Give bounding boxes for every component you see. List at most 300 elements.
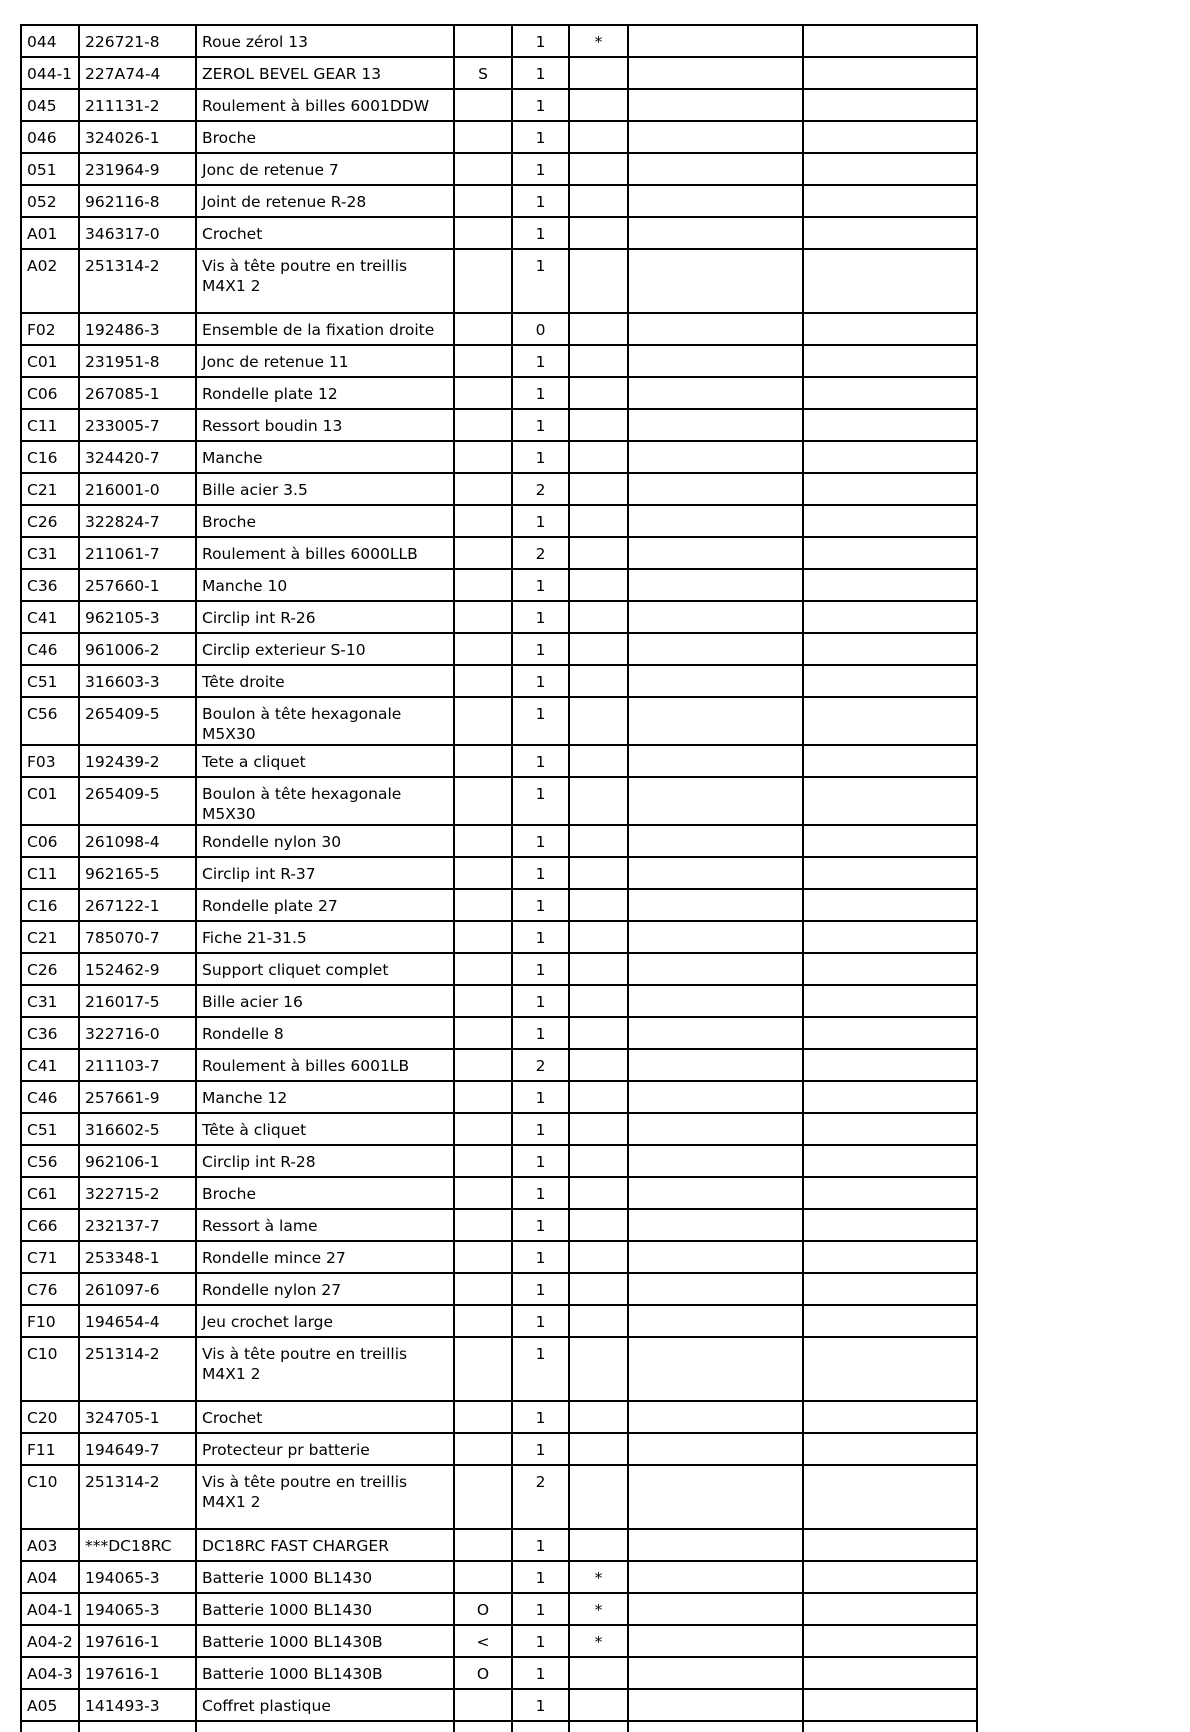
note-cell (454, 409, 512, 441)
ref-cell: 044-1 (21, 57, 79, 89)
mark-cell (569, 953, 628, 985)
empty-cell (628, 1241, 803, 1273)
empty-cell (628, 1401, 803, 1433)
empty-cell (628, 985, 803, 1017)
part-number-cell: 267085-1 (79, 377, 196, 409)
part-number-cell: 211061-7 (79, 537, 196, 569)
mark-cell (569, 57, 628, 89)
note-cell (454, 377, 512, 409)
mark-cell (569, 889, 628, 921)
empty-cell (628, 1465, 803, 1529)
empty-cell (628, 1337, 803, 1401)
empty-cell (803, 889, 977, 921)
part-number-cell: 346317-0 (79, 217, 196, 249)
table-row (21, 633, 977, 665)
description-cell: Rondelle nylon 27 (196, 1273, 454, 1305)
note-cell (454, 441, 512, 473)
table-row (21, 1529, 977, 1561)
mark-cell (569, 569, 628, 601)
description-cell: Vis à tête poutre en treillis M4X1 2 (196, 249, 454, 313)
description-cell: Support cliquet complet (196, 953, 454, 985)
description-cell: Roue zérol 13 (196, 25, 454, 57)
parts-table-container (20, 24, 978, 1732)
description-cell: Broche (196, 121, 454, 153)
part-number-cell: 265409-5 (79, 697, 196, 745)
mark-cell (569, 745, 628, 777)
ref-cell: F03 (21, 745, 79, 777)
description-cell: Ressort à lame (196, 1209, 454, 1241)
table-row (21, 1305, 977, 1337)
empty-cell (628, 825, 803, 857)
quantity-cell: 1 (512, 345, 569, 377)
description-cell: Circlip exterieur S-10 (196, 633, 454, 665)
empty-cell (803, 1017, 977, 1049)
quantity-cell: 1 (512, 1593, 569, 1625)
quantity-cell: 1 (512, 1145, 569, 1177)
description-cell: Boulon à tête hexagonale M5X30 (196, 697, 454, 745)
mark-cell (569, 89, 628, 121)
table-row (21, 1337, 977, 1401)
table-row (21, 745, 977, 777)
table-row (21, 249, 977, 313)
empty-cell (803, 1593, 977, 1625)
ref-cell: C61 (21, 1177, 79, 1209)
empty-cell (803, 1145, 977, 1177)
note-cell (454, 985, 512, 1017)
quantity-cell: 1 (512, 1337, 569, 1401)
table-row (21, 601, 977, 633)
part-number-cell: 141493-3 (79, 1689, 196, 1721)
note-cell (454, 537, 512, 569)
ref-cell: C06 (21, 825, 79, 857)
note-cell (454, 1465, 512, 1529)
quantity-cell: 1 (512, 25, 569, 57)
note-cell (454, 745, 512, 777)
note-cell (454, 601, 512, 633)
mark-cell (569, 985, 628, 1017)
part-number-cell: 232137-7 (79, 1209, 196, 1241)
part-number-cell: 267122-1 (79, 889, 196, 921)
quantity-cell: 1 (512, 1081, 569, 1113)
ref-cell: C26 (21, 505, 79, 537)
ref-cell: C41 (21, 601, 79, 633)
table-row (21, 121, 977, 153)
mark-cell (569, 1337, 628, 1401)
ref-cell: C11 (21, 409, 79, 441)
mark-cell (569, 1529, 628, 1561)
empty-cell (628, 569, 803, 601)
note-cell (454, 1689, 512, 1721)
quantity-cell: 1 (512, 1657, 569, 1689)
ref-cell: C71 (21, 1241, 79, 1273)
ref-cell: F02 (21, 313, 79, 345)
mark-cell: * (569, 1561, 628, 1593)
mark-cell (569, 777, 628, 825)
quantity-cell: 1 (512, 1305, 569, 1337)
table-row (21, 313, 977, 345)
quantity-cell: 1 (512, 249, 569, 313)
note-cell (454, 473, 512, 505)
note-cell (454, 633, 512, 665)
mark-cell: * (569, 25, 628, 57)
empty-cell (628, 1145, 803, 1177)
description-cell: Rondelle plate 27 (196, 889, 454, 921)
table-row (21, 1113, 977, 1145)
part-number-cell: ***DC18RC (79, 1529, 196, 1561)
part-number-cell: 261097-6 (79, 1273, 196, 1305)
description-cell: Manche 10 (196, 569, 454, 601)
table-row (21, 825, 977, 857)
empty-cell (803, 777, 977, 825)
description-cell: ZEROL BEVEL GEAR 13 (196, 57, 454, 89)
note-cell (454, 1529, 512, 1561)
quantity-cell: 1 (512, 569, 569, 601)
quantity-cell: 1 (512, 1113, 569, 1145)
empty-cell (803, 633, 977, 665)
description-cell: Broche (196, 1177, 454, 1209)
description-cell: Ensemble de la fixation droite (196, 313, 454, 345)
mark-cell (569, 1273, 628, 1305)
empty-cell (803, 473, 977, 505)
description-cell: Rondelle mince 27 (196, 1241, 454, 1273)
table-row (21, 985, 977, 1017)
empty-cell (454, 1721, 512, 1732)
note-cell (454, 697, 512, 745)
note-cell (454, 825, 512, 857)
empty-cell (803, 217, 977, 249)
part-number-cell: 253348-1 (79, 1241, 196, 1273)
note-cell (454, 1401, 512, 1433)
mark-cell (569, 633, 628, 665)
ref-cell: F10 (21, 1305, 79, 1337)
table-row (21, 217, 977, 249)
empty-cell (628, 953, 803, 985)
description-cell: Batterie 1000 BL1430 (196, 1561, 454, 1593)
part-number-cell: 211131-2 (79, 89, 196, 121)
mark-cell (569, 409, 628, 441)
part-number-cell: 785070-7 (79, 921, 196, 953)
quantity-cell: 2 (512, 1465, 569, 1529)
empty-cell (628, 345, 803, 377)
ref-cell: C26 (21, 953, 79, 985)
note-cell (454, 665, 512, 697)
table-row (21, 1465, 977, 1529)
empty-cell (803, 1273, 977, 1305)
table-row (21, 1049, 977, 1081)
quantity-cell: 1 (512, 1529, 569, 1561)
quantity-cell: 1 (512, 1273, 569, 1305)
part-number-cell: 261098-4 (79, 825, 196, 857)
quantity-cell: 1 (512, 889, 569, 921)
empty-cell (803, 1209, 977, 1241)
empty-cell (803, 185, 977, 217)
quantity-cell: 1 (512, 89, 569, 121)
description-cell: Vis à tête poutre en treillis M4X1 2 (196, 1465, 454, 1529)
part-number-cell: 227A74-4 (79, 57, 196, 89)
quantity-cell: 1 (512, 1561, 569, 1593)
description-cell: Ressort boudin 13 (196, 409, 454, 441)
part-number-cell: 316603-3 (79, 665, 196, 697)
quantity-cell: 1 (512, 777, 569, 825)
quantity-cell: 1 (512, 985, 569, 1017)
note-cell (454, 1241, 512, 1273)
ref-cell: C16 (21, 441, 79, 473)
empty-cell (803, 1657, 977, 1689)
note-cell (454, 1049, 512, 1081)
description-cell: Crochet (196, 1401, 454, 1433)
quantity-cell: 1 (512, 921, 569, 953)
table-row-cut-off (21, 1721, 977, 1732)
description-cell: Broche (196, 505, 454, 537)
note-cell: O (454, 1657, 512, 1689)
part-number-cell: 322715-2 (79, 1177, 196, 1209)
ref-cell: C31 (21, 537, 79, 569)
empty-cell (803, 1305, 977, 1337)
table-row (21, 1081, 977, 1113)
note-cell: S (454, 57, 512, 89)
quantity-cell: 1 (512, 1625, 569, 1657)
empty-cell (803, 409, 977, 441)
note-cell (454, 569, 512, 601)
description-cell: Batterie 1000 BL1430 (196, 1593, 454, 1625)
empty-cell (628, 121, 803, 153)
part-number-cell: 231951-8 (79, 345, 196, 377)
ref-cell: 051 (21, 153, 79, 185)
empty-cell (803, 953, 977, 985)
empty-cell (628, 889, 803, 921)
table-row (21, 1209, 977, 1241)
description-cell: Roulement à billes 6000LLB (196, 537, 454, 569)
part-number-cell: 194065-3 (79, 1561, 196, 1593)
quantity-cell: 1 (512, 1401, 569, 1433)
part-number-cell: 962165-5 (79, 857, 196, 889)
empty-cell (803, 537, 977, 569)
empty-cell (79, 1721, 196, 1732)
table-row (21, 537, 977, 569)
mark-cell (569, 377, 628, 409)
ref-cell: C56 (21, 697, 79, 745)
ref-cell: C31 (21, 985, 79, 1017)
empty-cell (628, 1721, 803, 1732)
table-row (21, 857, 977, 889)
note-cell (454, 1177, 512, 1209)
table-row (21, 473, 977, 505)
description-cell: Jonc de retenue 7 (196, 153, 454, 185)
ref-cell: C11 (21, 857, 79, 889)
quantity-cell: 1 (512, 409, 569, 441)
note-cell (454, 1145, 512, 1177)
part-number-cell: 226721-8 (79, 25, 196, 57)
table-row (21, 697, 977, 745)
empty-cell (803, 1529, 977, 1561)
description-cell: Crochet (196, 217, 454, 249)
empty-cell (628, 1113, 803, 1145)
empty-cell (803, 1721, 977, 1732)
part-number-cell: 324026-1 (79, 121, 196, 153)
empty-cell (803, 569, 977, 601)
table-row (21, 441, 977, 473)
mark-cell (569, 857, 628, 889)
part-number-cell: 962106-1 (79, 1145, 196, 1177)
part-number-cell: 233005-7 (79, 409, 196, 441)
empty-cell (803, 1337, 977, 1401)
note-cell (454, 1273, 512, 1305)
empty-cell (628, 1433, 803, 1465)
empty-cell (803, 25, 977, 57)
mark-cell (569, 121, 628, 153)
ref-cell: A03 (21, 1529, 79, 1561)
empty-cell (803, 377, 977, 409)
quantity-cell: 1 (512, 57, 569, 89)
ref-cell: A04 (21, 1561, 79, 1593)
empty-cell (803, 121, 977, 153)
empty-cell (803, 1113, 977, 1145)
mark-cell (569, 153, 628, 185)
description-cell: Jonc de retenue 11 (196, 345, 454, 377)
quantity-cell: 1 (512, 441, 569, 473)
table-row (21, 889, 977, 921)
empty-cell (628, 1081, 803, 1113)
part-number-cell: 231964-9 (79, 153, 196, 185)
table-row (21, 1145, 977, 1177)
description-cell: Jeu crochet large (196, 1305, 454, 1337)
mark-cell (569, 1433, 628, 1465)
part-number-cell: 322824-7 (79, 505, 196, 537)
empty-cell (803, 153, 977, 185)
part-number-cell: 322716-0 (79, 1017, 196, 1049)
description-cell: Batterie 1000 BL1430B (196, 1657, 454, 1689)
table-row (21, 1657, 977, 1689)
empty-cell (803, 985, 977, 1017)
ref-cell: C56 (21, 1145, 79, 1177)
mark-cell (569, 1657, 628, 1689)
description-cell: Vis à tête poutre en treillis M4X1 2 (196, 1337, 454, 1401)
quantity-cell: 1 (512, 1209, 569, 1241)
ref-cell: C51 (21, 665, 79, 697)
empty-cell (628, 505, 803, 537)
empty-cell (628, 185, 803, 217)
part-number-cell: 324420-7 (79, 441, 196, 473)
empty-cell (803, 1465, 977, 1529)
parts-table-body (21, 25, 977, 1732)
quantity-cell: 1 (512, 601, 569, 633)
ref-cell: C06 (21, 377, 79, 409)
empty-cell (803, 921, 977, 953)
part-number-cell: 194654-4 (79, 1305, 196, 1337)
empty-cell (803, 1081, 977, 1113)
table-row (21, 1593, 977, 1625)
mark-cell (569, 185, 628, 217)
description-cell: Manche (196, 441, 454, 473)
part-number-cell: 251314-2 (79, 1465, 196, 1529)
part-number-cell: 211103-7 (79, 1049, 196, 1081)
description-cell: Tete a cliquet (196, 745, 454, 777)
part-number-cell: 152462-9 (79, 953, 196, 985)
part-number-cell: 962116-8 (79, 185, 196, 217)
quantity-cell: 1 (512, 1017, 569, 1049)
table-row (21, 921, 977, 953)
empty-cell (803, 1625, 977, 1657)
ref-cell: A04-3 (21, 1657, 79, 1689)
quantity-cell: 1 (512, 153, 569, 185)
note-cell (454, 249, 512, 313)
table-row (21, 569, 977, 601)
empty-cell (803, 857, 977, 889)
mark-cell (569, 313, 628, 345)
part-number-cell: 316602-5 (79, 1113, 196, 1145)
empty-cell (803, 1177, 977, 1209)
mark-cell (569, 537, 628, 569)
note-cell (454, 25, 512, 57)
note-cell (454, 1081, 512, 1113)
mark-cell: * (569, 1593, 628, 1625)
table-row (21, 89, 977, 121)
empty-cell (803, 313, 977, 345)
note-cell (454, 1433, 512, 1465)
quantity-cell: 1 (512, 505, 569, 537)
empty-cell (569, 1721, 628, 1732)
ref-cell: 046 (21, 121, 79, 153)
quantity-cell: 1 (512, 1177, 569, 1209)
part-number-cell: 216017-5 (79, 985, 196, 1017)
table-row (21, 1689, 977, 1721)
description-cell: Circlip int R-26 (196, 601, 454, 633)
table-row (21, 153, 977, 185)
quantity-cell: 1 (512, 745, 569, 777)
note-cell (454, 313, 512, 345)
description-cell: Fiche 21-31.5 (196, 921, 454, 953)
table-row (21, 1017, 977, 1049)
note-cell (454, 953, 512, 985)
table-row (21, 1561, 977, 1593)
empty-cell (628, 1049, 803, 1081)
mark-cell (569, 1305, 628, 1337)
note-cell (454, 921, 512, 953)
quantity-cell: 1 (512, 825, 569, 857)
empty-cell (803, 1049, 977, 1081)
ref-cell: C51 (21, 1113, 79, 1145)
mark-cell (569, 441, 628, 473)
empty-cell (803, 665, 977, 697)
ref-cell: A04-2 (21, 1625, 79, 1657)
description-cell: Coffret plastique (196, 1689, 454, 1721)
ref-cell: C36 (21, 1017, 79, 1049)
ref-cell: 052 (21, 185, 79, 217)
part-number-cell: 257661-9 (79, 1081, 196, 1113)
quantity-cell: 1 (512, 217, 569, 249)
empty-cell (628, 777, 803, 825)
mark-cell (569, 217, 628, 249)
quantity-cell: 1 (512, 1241, 569, 1273)
description-cell: Rondelle 8 (196, 1017, 454, 1049)
note-cell (454, 777, 512, 825)
empty-cell (628, 313, 803, 345)
empty-cell (803, 1433, 977, 1465)
part-number-cell: 257660-1 (79, 569, 196, 601)
part-number-cell: 962105-3 (79, 601, 196, 633)
note-cell (454, 1337, 512, 1401)
description-cell: Bille acier 3.5 (196, 473, 454, 505)
description-cell: Roulement à billes 6001LB (196, 1049, 454, 1081)
table-row (21, 25, 977, 57)
mark-cell (569, 1177, 628, 1209)
table-row (21, 1625, 977, 1657)
empty-cell (628, 537, 803, 569)
note-cell (454, 1305, 512, 1337)
ref-cell: A02 (21, 249, 79, 313)
empty-cell (628, 25, 803, 57)
ref-cell: C21 (21, 473, 79, 505)
